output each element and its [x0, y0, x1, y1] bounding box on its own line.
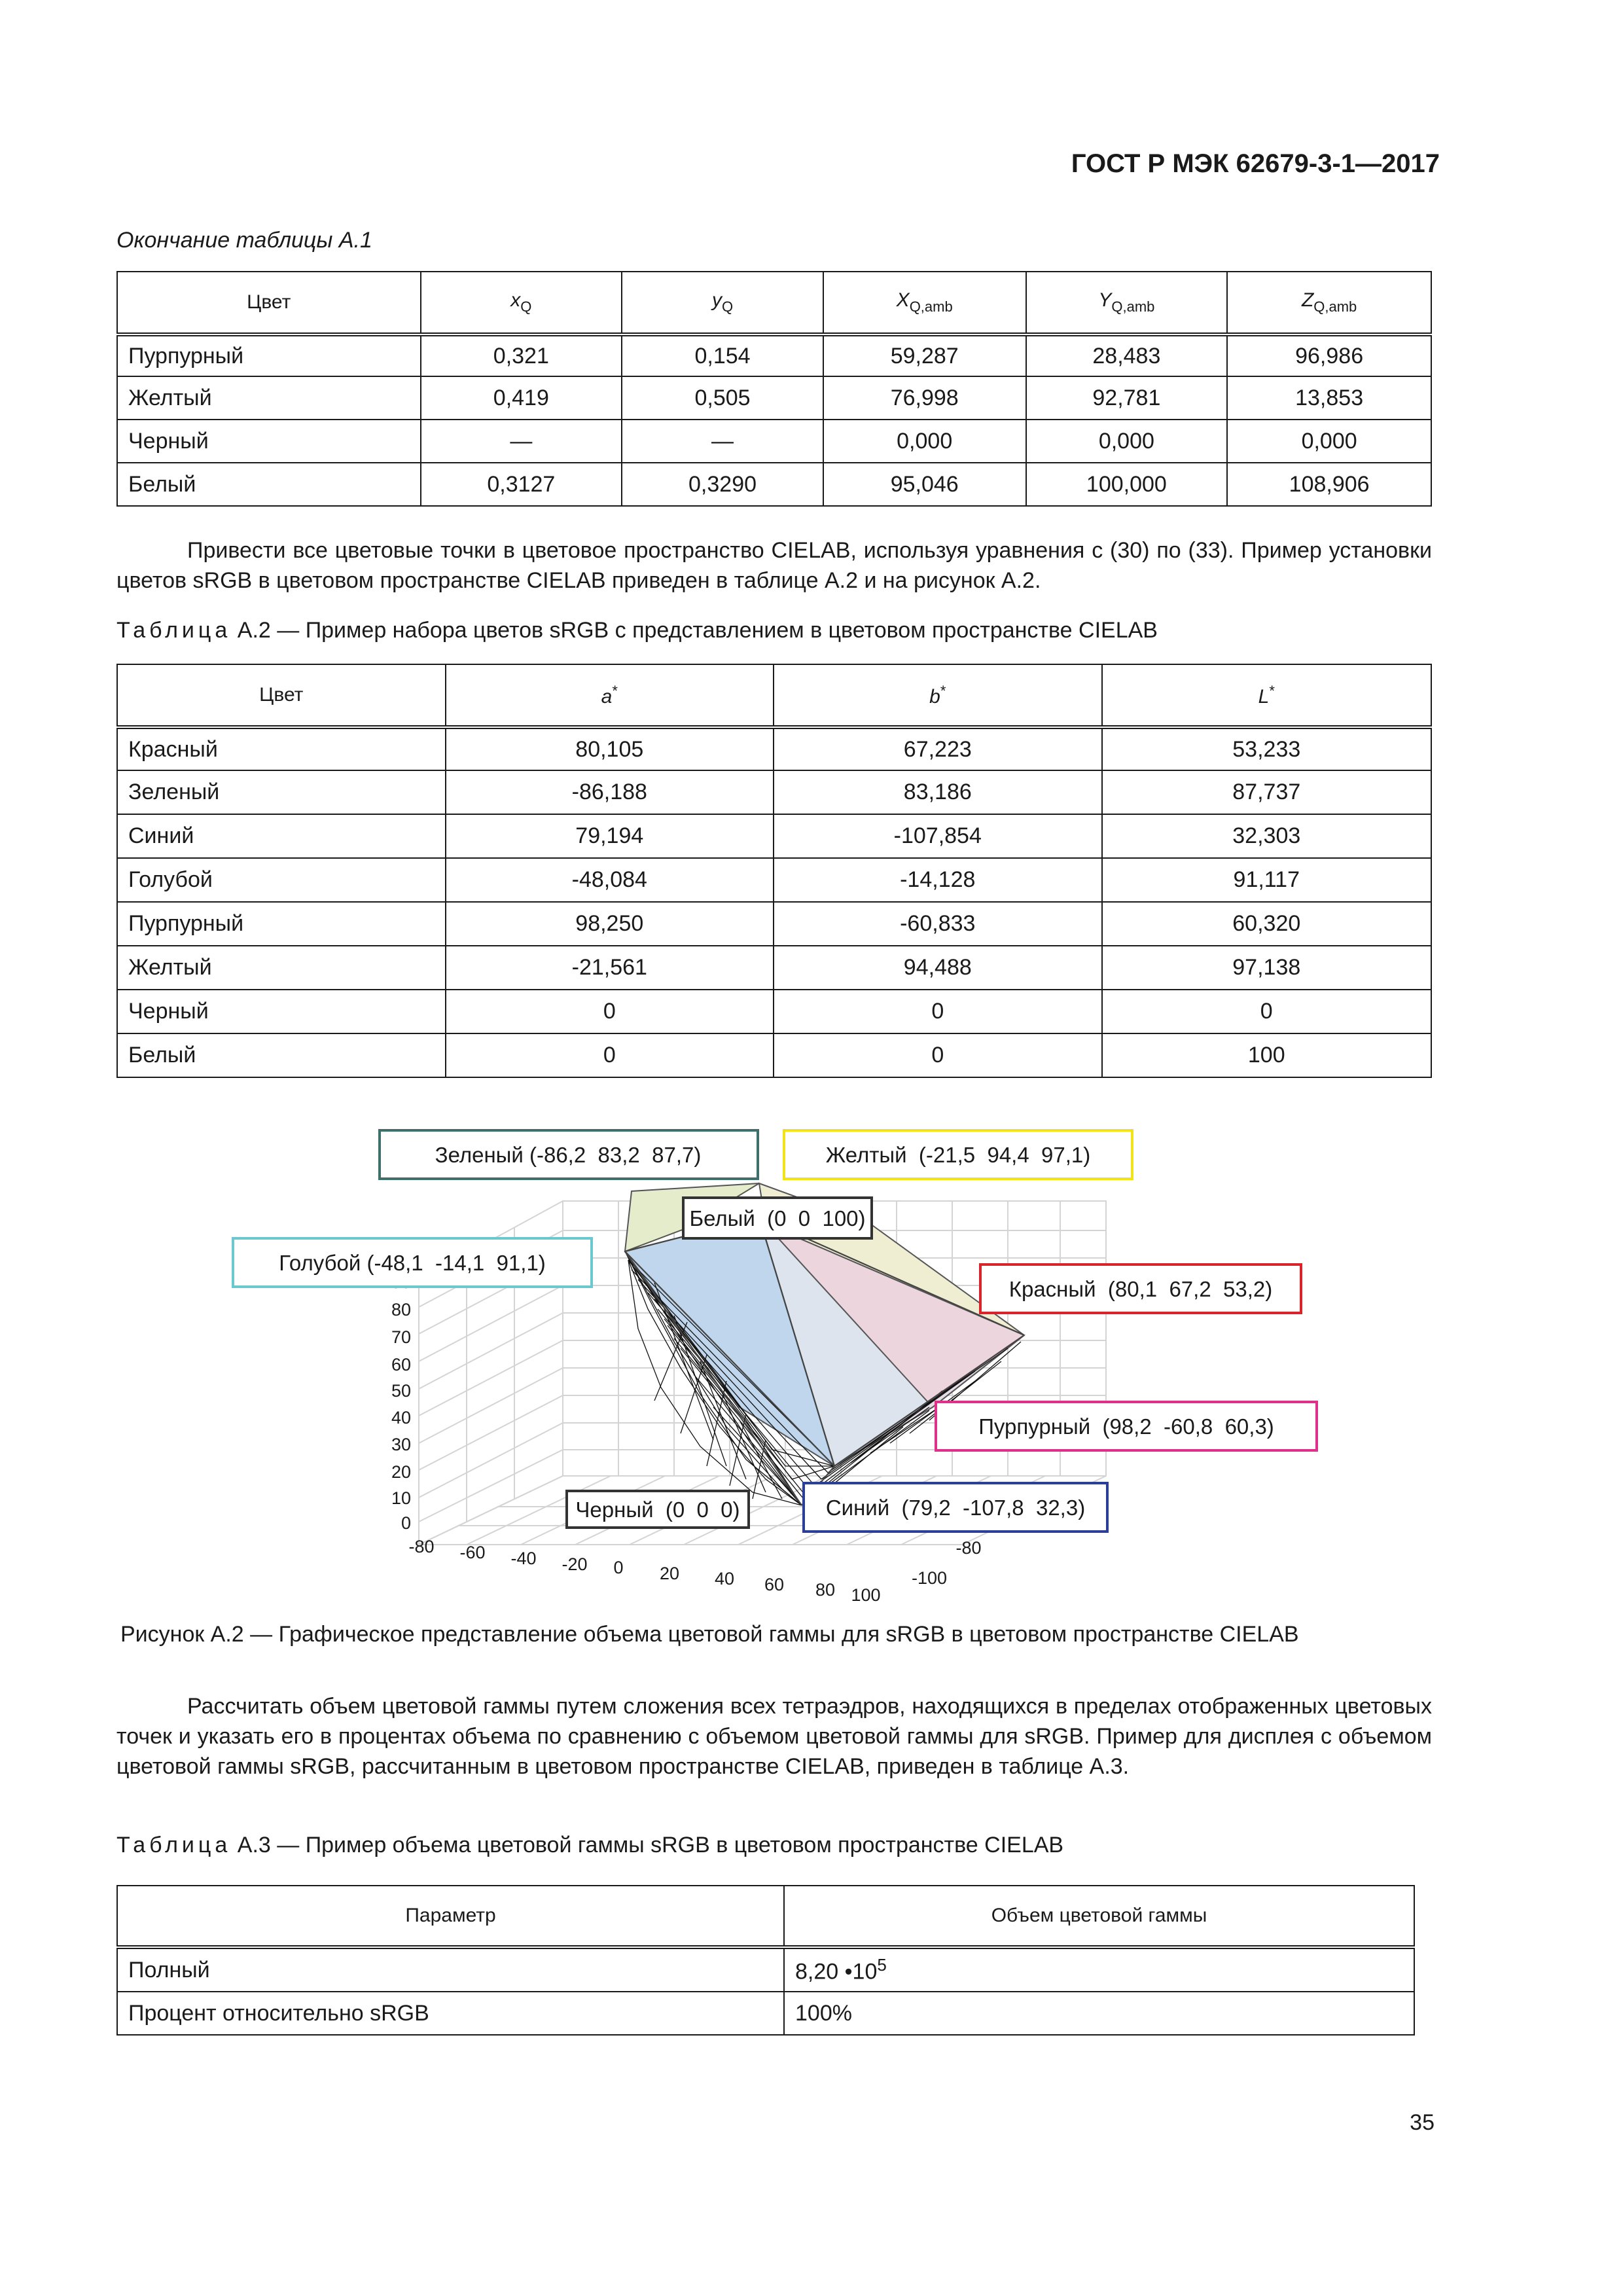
- table-a1-header-yqamb: $Y_{Q,amb}$: [1026, 272, 1228, 334]
- table-a2-header-b: b*: [774, 664, 1102, 727]
- z-tick: 70: [391, 1327, 411, 1347]
- table-a2-header-color: Цвет: [117, 664, 446, 727]
- table-cell: -86,188: [446, 770, 774, 814]
- table-row: [117, 1947, 1414, 1992]
- x-tick: -20: [562, 1554, 588, 1574]
- x-tick: -40: [510, 1549, 537, 1568]
- z-tick: 40: [391, 1408, 411, 1427]
- table-cell: Пурпурный: [117, 334, 421, 376]
- table-a2-header-a: a*: [446, 664, 774, 727]
- table-cell: —: [421, 420, 622, 463]
- document-standard-header: ГОСТ Р МЭК 62679-3-1—2017: [1071, 149, 1440, 178]
- callout-black-text: Черный (0 0 0): [575, 1498, 740, 1522]
- table-cell: 0,3127: [421, 463, 622, 506]
- table-cell: 92,781: [1026, 376, 1228, 420]
- table-cell: 0,000: [1227, 420, 1431, 463]
- table-a2-caption-text: А.2 — Пример набора цветов sRGB с представлением в цветовом пространстве CIELAB: [237, 618, 1158, 643]
- x-tick: 0: [613, 1558, 624, 1577]
- table-cell: -21,561: [446, 946, 774, 990]
- table-cell: Желтый: [117, 946, 446, 990]
- table-cell: 80,105: [446, 727, 774, 770]
- x-tick: -60: [459, 1543, 486, 1562]
- z-tick: 10: [391, 1488, 411, 1508]
- table-cell: 91,117: [1102, 858, 1431, 902]
- table-cell: Желтый: [117, 376, 421, 420]
- z-tick: 60: [391, 1355, 411, 1374]
- callout-yellow: [784, 1130, 1132, 1179]
- table-a3-header-volume: Объем цветовой гаммы: [784, 1886, 1414, 1947]
- table-a3: [116, 1885, 1415, 2036]
- table-a1-header-xqamb: $X_{Q,amb}$: [823, 272, 1026, 334]
- callout-magenta: [936, 1402, 1317, 1450]
- table-cell: 0,505: [622, 376, 823, 420]
- table-a1-header-xq: $x_Q$: [421, 272, 622, 334]
- callout-cyan: [233, 1238, 592, 1287]
- callout-green: [380, 1130, 758, 1179]
- callout-white-text: Белый (0 0 100): [689, 1206, 866, 1230]
- callout-red-text: Красный (80,1 67,2 53,2): [1008, 1277, 1273, 1301]
- table-cell: 95,046: [823, 463, 1026, 506]
- table-cell: 32,303: [1102, 814, 1431, 858]
- table-cell: Черный: [117, 990, 446, 1033]
- table-a2-caption-label: Таблица: [116, 618, 232, 643]
- page-number: 35: [1410, 2110, 1435, 2135]
- paragraph-gamut-volume: Рассчитать объем цветовой гаммы путем сложения всех тетраэдров, находящихся в пределах отображенных цветовых точек и указать его в процентах объема по сравнению с объемом цветовой гаммы для sRGB. Пример для дисплея с объемом цветовой гаммы sRGB, рассчитанным в цветовом пространстве CIELAB, приведен в таблице А.3.: [116, 1694, 1432, 1779]
- table-cell: 94,488: [774, 946, 1102, 990]
- table-a1-header-yq: $y_Q$: [622, 272, 823, 334]
- y-tick: -80: [955, 1538, 982, 1558]
- table-cell: 0: [774, 1033, 1102, 1077]
- table-cell: 0: [774, 990, 1102, 1033]
- y-axis-ticks: [912, 1538, 982, 1588]
- table-a1-header-zqamb: $Z_{Q,amb}$: [1227, 272, 1431, 334]
- table-cell: Зеленый: [117, 770, 446, 814]
- table-cell: 53,233: [1102, 727, 1431, 770]
- z-tick: 50: [391, 1381, 411, 1401]
- table-cell: 100: [1102, 1033, 1431, 1077]
- table-cell: Белый: [117, 1033, 446, 1077]
- table-cell: 8,20 $•10^5$: [784, 1947, 1414, 1992]
- callout-blue: [804, 1483, 1107, 1532]
- table-cell: 0,154: [622, 334, 823, 376]
- table-cell: 100%: [784, 1992, 1414, 2035]
- table-cell: 0,000: [823, 420, 1026, 463]
- z-axis-ticks: [391, 1272, 411, 1533]
- table-cell: 0: [446, 1033, 774, 1077]
- callout-magenta-text: Пурпурный (98,2 -60,8 60,3): [978, 1414, 1274, 1439]
- table-a3-caption-label: Таблица: [116, 1833, 232, 1857]
- z-tick: 0: [401, 1513, 411, 1533]
- table-a1-caption: Окончание таблицы А.1: [116, 228, 372, 253]
- table-a2-header-l: L*: [1102, 664, 1431, 727]
- x-axis-ticks: [408, 1537, 880, 1605]
- table-a3-header-parameter: Параметр: [117, 1886, 784, 1947]
- table-row: [117, 1992, 1414, 2035]
- z-tick: 80: [391, 1300, 411, 1319]
- x-tick: 80: [815, 1580, 836, 1600]
- table-cell: 0,321: [421, 334, 622, 376]
- table-cell: Процент относительно sRGB: [117, 1992, 784, 2035]
- callout-red: [980, 1265, 1301, 1313]
- y-tick: -100: [911, 1568, 948, 1588]
- x-tick: 100: [851, 1585, 881, 1605]
- figure-a2-caption: Рисунок А.2 — Графическое представление объема цветовой гаммы для sRGB в цветовом пространстве CIELAB: [120, 1622, 1299, 1647]
- table-cell: 0,3290: [622, 463, 823, 506]
- table-cell: -14,128: [774, 858, 1102, 902]
- table-cell: Синий: [117, 814, 446, 858]
- table-cell: 97,138: [1102, 946, 1431, 990]
- table-cell: 0: [1102, 990, 1431, 1033]
- z-tick: 30: [391, 1435, 411, 1454]
- x-tick: 60: [764, 1575, 785, 1594]
- table-cell: Белый: [117, 463, 421, 506]
- table-cell: Полный: [117, 1947, 784, 1992]
- table-cell: 108,906: [1227, 463, 1431, 506]
- table-a1-header-color: Цвет: [117, 272, 421, 334]
- table-cell: 79,194: [446, 814, 774, 858]
- table-cell: 76,998: [823, 376, 1026, 420]
- z-tick: 20: [391, 1462, 411, 1482]
- paragraph-cielab-conversion: Привести все цветовые точки в цветовое пространство CIELAB, используя уравнения с (30) по (33). Пример установки цветов sRGB в цветовом пространстве CIELAB приведен в таблице А.2 и на рисунок А.2.: [116, 538, 1432, 593]
- callout-blue-text: Синий (79,2 -107,8 32,3): [825, 1496, 1086, 1520]
- table-cell: 13,853: [1227, 376, 1431, 420]
- table-a3-caption: [116, 1833, 1063, 1858]
- callout-cyan-text: Голубой (-48,1 -14,1 91,1): [279, 1251, 546, 1275]
- table-cell: Черный: [117, 420, 421, 463]
- callout-green-text: Зеленый (-86,2 83,2 87,7): [435, 1143, 702, 1167]
- callout-white: [683, 1198, 872, 1238]
- table-cell: Пурпурный: [117, 902, 446, 946]
- table-cell: -48,084: [446, 858, 774, 902]
- table-cell: 67,223: [774, 727, 1102, 770]
- table-cell: 28,483: [1026, 334, 1228, 376]
- table-cell: Голубой: [117, 858, 446, 902]
- table-cell: 59,287: [823, 334, 1026, 376]
- table-cell: 83,186: [774, 770, 1102, 814]
- callout-black: [567, 1491, 749, 1528]
- table-cell: 96,986: [1227, 334, 1431, 376]
- table-cell: -60,833: [774, 902, 1102, 946]
- x-tick: 40: [714, 1569, 735, 1588]
- table-cell: 87,737: [1102, 770, 1431, 814]
- table-cell: -107,854: [774, 814, 1102, 858]
- table-cell: 98,250: [446, 902, 774, 946]
- table-a3-caption-text: А.3 — Пример объема цветовой гаммы sRGB в цветовом пространстве CIELAB: [237, 1833, 1064, 1857]
- table-cell: 0,000: [1026, 420, 1228, 463]
- x-tick: -80: [408, 1537, 435, 1556]
- table-cell: 100,000: [1026, 463, 1228, 506]
- callout-yellow-text: Желтый (-21,5 94,4 97,1): [825, 1143, 1091, 1167]
- table-cell: Красный: [117, 727, 446, 770]
- table-cell: 0: [446, 990, 774, 1033]
- x-tick: 20: [659, 1564, 680, 1583]
- table-cell: —: [622, 420, 823, 463]
- table-cell: 0,419: [421, 376, 622, 420]
- table-cell: 60,320: [1102, 902, 1431, 946]
